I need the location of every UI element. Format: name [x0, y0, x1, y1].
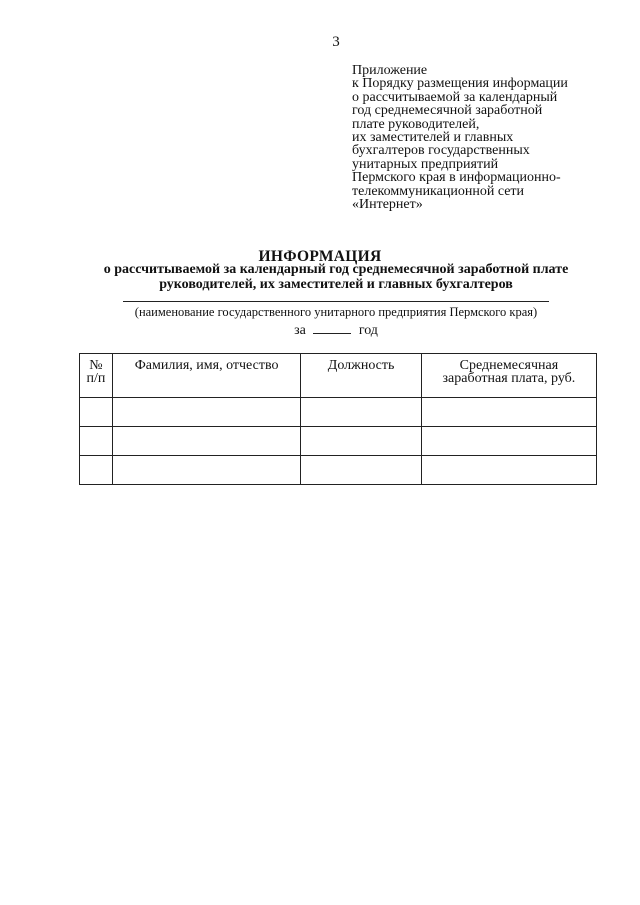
table-row — [80, 398, 597, 427]
header-full-name-label: Фамилия, имя, отчество — [134, 358, 279, 373]
table-header-row — [80, 354, 597, 398]
table-row — [80, 427, 597, 456]
table-cell[interactable] — [112, 456, 301, 485]
header-average-salary — [421, 354, 596, 398]
salary-info-table — [79, 353, 597, 485]
appendix-line: Приложение — [352, 63, 428, 78]
table-cell[interactable] — [112, 398, 301, 427]
subtitle-line-1: о рассчитываемой за календарный год среднемесячной заработной плате — [103, 262, 569, 277]
subtitle-line-2: руководителей, их заместителей и главных бухгалтеров — [159, 277, 513, 292]
appendix-line: их заместителей и главных — [352, 130, 514, 146]
header-salary-line2: заработная плата, руб. — [442, 371, 576, 386]
table-cell[interactable] — [301, 427, 421, 456]
appendix-line: плате руководителей, — [352, 116, 480, 132]
year-suffix: год — [358, 323, 378, 338]
table-row — [80, 456, 597, 485]
table-cell[interactable] — [80, 456, 113, 485]
table-cell[interactable] — [421, 398, 596, 427]
year-prefix: за — [294, 323, 306, 338]
table-cell[interactable] — [301, 398, 421, 427]
appendix-line: бухгалтеров государственных — [352, 143, 530, 159]
organization-caption: (наименование государственного унитарного предприятия Пермского края) — [134, 305, 538, 319]
header-number-line1: № — [89, 358, 103, 373]
header-full-name — [112, 354, 301, 398]
appendix-line: год среднемесячной заработной — [352, 103, 543, 119]
table-cell[interactable] — [112, 427, 301, 456]
table-cell[interactable] — [301, 456, 421, 485]
appendix-line: телекоммуникационной сети — [352, 183, 525, 199]
header-position-label: Должность — [327, 358, 395, 373]
table-cell[interactable] — [80, 398, 113, 427]
appendix-line: к Порядку размещения информации — [352, 76, 568, 92]
document-subtitle — [0, 262, 640, 292]
table-cell[interactable] — [421, 427, 596, 456]
organization-name-blank[interactable] — [123, 301, 549, 302]
header-salary-line1: Среднемесячная — [459, 358, 559, 373]
appendix-line: Пермского края в информационно- — [352, 170, 561, 186]
appendix-line: «Интернет» — [352, 197, 423, 213]
page-number: 3 — [332, 34, 340, 50]
appendix-line: о рассчитываемой за календарный — [352, 89, 558, 105]
table-cell[interactable] — [80, 427, 113, 456]
document-title: ИНФОРМАЦИЯ — [258, 248, 382, 265]
year-line — [0, 321, 640, 339]
year-blank[interactable] — [313, 321, 351, 334]
header-number-line2: п/п — [86, 371, 106, 386]
header-position — [301, 354, 421, 398]
table-cell[interactable] — [421, 456, 596, 485]
header-number — [80, 354, 113, 398]
appendix-note — [352, 64, 602, 211]
appendix-line: унитарных предприятий — [352, 156, 499, 172]
